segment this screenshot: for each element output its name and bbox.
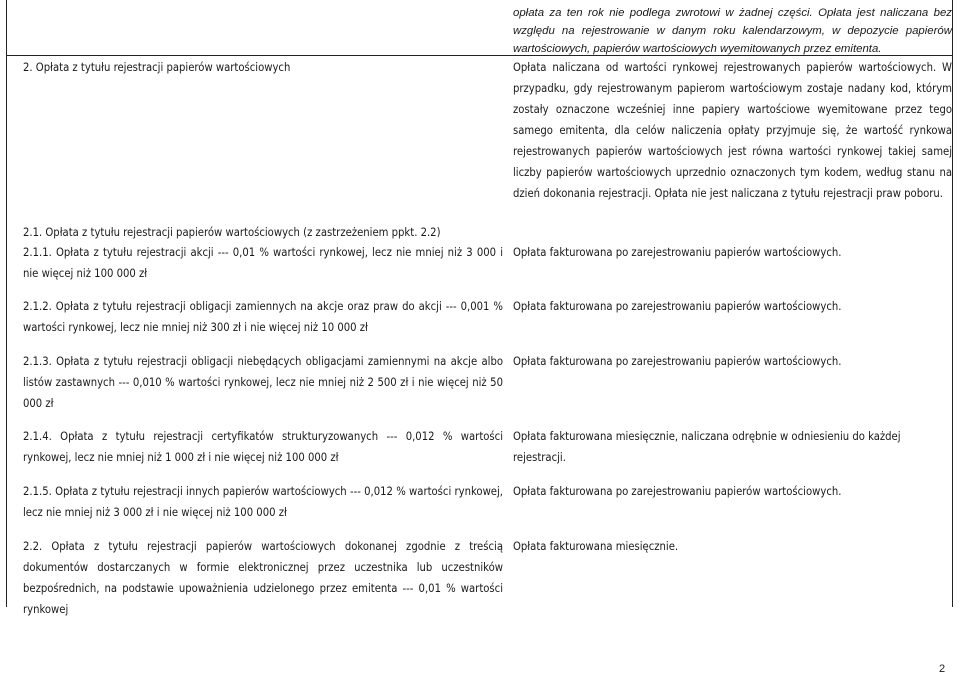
top-note-line: wartościowych, papierów wartościowych wyemitowanych przez emitenta. [513, 43, 882, 56]
top-note-line: opłata za ten rok nie podlega zwrotowi w żadnej części. Opłata jest naliczana bez [513, 7, 952, 19]
page-number: 2 [939, 663, 946, 675]
row-2-1-2-billing: Opłata fakturowana po zarejestrowaniu papierów wartościowych. [513, 300, 842, 313]
table-right-border [952, 0, 953, 607]
row-2-1-4-billing: Opłata fakturowana miesięcznie, naliczana odrębnie w odniesieniu do każdej rejestracji. [513, 430, 901, 464]
top-note [513, 4, 952, 59]
row-2-1-4-fee: 2.1.4. Opłata z tytułu rejestracji certyfikatów strukturyzowanych --- 0,012 % wartości rynkowej, lecz nie mniej niż 1 000 zł i nie więcej niż 100 000 zł [23, 430, 503, 464]
row-2-1-5-fee: 2.1.5. Opłata z tytułu rejestracji innych papierów wartościowych --- 0,012 % wartości rynkowej, lecz nie mniej niż 3 000 zł i nie więcej niż 100 000 zł [23, 485, 503, 519]
section-2-2-fee: 2.2. Opłata z tytułu rejestracji papierów wartościowych dokonanej zgodnie z treścią dokumentów dostarczanych w formie elektronicznej przez uczestnika lub uczestników bezpośrednich, na podstawie upoważnienia udzielonego przez emitenta --- 0,01 % wartości rynkowej [23, 540, 503, 616]
section-2-1-title: 2.1. Opłata z tytułu rejestracji papierów wartościowych (z zastrzeżeniem ppkt. 2.2) [23, 226, 441, 239]
top-note-line: względu na rejestrowanie w danym roku kalendarzowym, w depozycie papierów [513, 25, 952, 38]
row-2-1-1-fee: 2.1.1. Opłata z tytułu rejestracji akcji --- 0,01 % wartości rynkowej, lecz nie mniej niż 3 000 i nie więcej niż 100 000 zł [23, 246, 503, 280]
row-2-1-3-billing: Opłata fakturowana po zarejestrowaniu papierów wartościowych. [513, 355, 842, 368]
table-left-border [6, 0, 7, 607]
row-2-1-5-billing: Opłata fakturowana po zarejestrowaniu papierów wartościowych. [513, 485, 842, 498]
section-2-2-billing: Opłata fakturowana miesięcznie. [513, 540, 679, 553]
row-2-1-2-fee: 2.1.2. Opłata z tytułu rejestracji obligacji zamiennych na akcje oraz praw do akcji --- 0,001 % wartości rynkowej, lecz nie mniej niż 300 zł i nie więcej niż 10 000 zł [23, 300, 503, 334]
section-2-title: 2. Opłata z tytułu rejestracji papierów wartościowych [23, 61, 291, 74]
section-2-description: Opłata naliczana od wartości rynkowej rejestrowanych papierów wartościowych. W przypadku, gdy rejestrowanym papierom wartościowym zostaje nadany kod, którym zostały oznaczone wcześniej inne papiery wartościowe wyemitowane przez tego samego emitenta, dla celów naliczenia opłaty przyjmuje się, że wartość rynkowa rejestrowanych papierów wartościowych jest równa wartości rynkowej takiej samej liczby papierów wartościowych uprzednio oznaczonych tym kodem, według stanu na dzień dokonania rejestracji. Opłata nie jest naliczana z tytułu rejestracji praw poboru. [513, 61, 952, 200]
row-2-1-1-billing: Opłata fakturowana po zarejestrowaniu papierów wartościowych. [513, 246, 842, 259]
row-2-1-3-fee: 2.1.3. Opłata z tytułu rejestracji obligacji niebędących obligacjami zamiennymi na akcje albo listów zastawnych --- 0,010 % wartości rynkowej, lecz nie mniej niż 2 500 zł i nie więcej niż 50 000 zł [23, 355, 503, 410]
